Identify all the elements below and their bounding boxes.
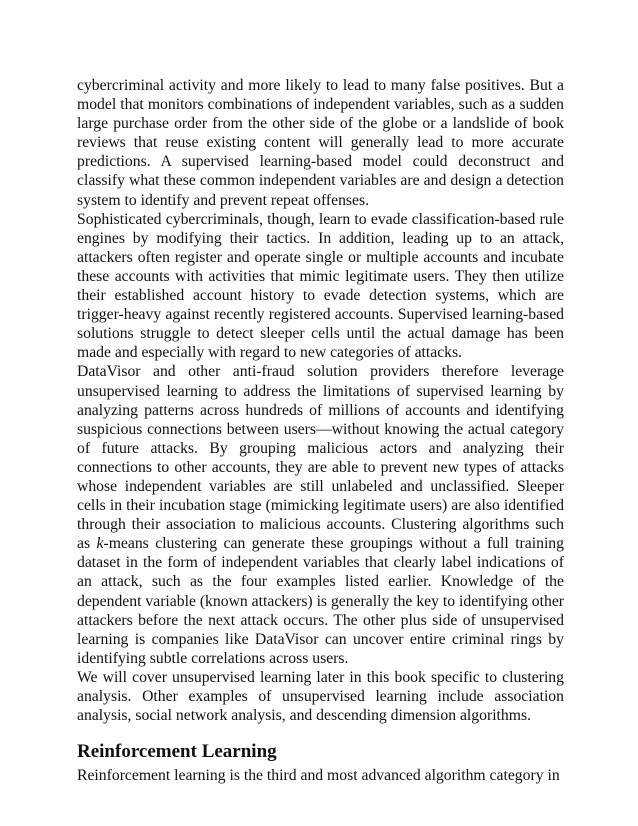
paragraph-2: Sophisticated cybercriminals, though, learn to evade classification-based rule engines by modifying their tactics. In addition, leading up to an attack, attackers often register and operate single or multiple accounts and incubate these accounts with activities that mimic legitimate users. They then utilize their established account history to evade detection systems, which are trigger-heavy against recently registered accounts. Supervised learning-based solutions struggle to detect sleeper cells until the actual damage has been made and especially with regard to new categories of attacks.: [77, 210, 564, 362]
document-page: [77, 76, 564, 785]
paragraph-5: Reinforcement learning is the third and most advanced algorithm category in: [77, 767, 560, 785]
paragraph-4: We will cover unsupervised learning later in this book specific to clustering analysis. Other examples of unsupervised learning include association analysis, social network analysis, and descending dimension algorithms.: [77, 668, 564, 725]
paragraph-3-text-a: DataVisor and other anti-fraud solution providers therefore leverage unsupervised learning to address the limitations of supervised learning by analyzing patterns across hundreds of millions of accounts and identifying suspicious connections between users—without knowing the actual category of future attacks. By grouping malicious actors and analyzing their connections to other accounts, they are able to prevent new types of attacks whose independent variables are still unlabeled and unclassified. Sleeper cells in their incubation stage (mimicking legitimate users) are also identified through their association to malicious accounts. Clustering algorithms such as: [77, 363, 564, 553]
section-heading: Reinforcement Learning: [77, 741, 277, 763]
paragraph-3: [77, 362, 564, 668]
paragraph-3-text-b: -means clustering can generate these groupings without a full training dataset in the form of independent variables that clearly label indications of an attack, such as the four examples listed earlier. Knowledge of the dependent variable (known attackers) is generally the key to identifying other attackers before the next attack occurs. The other plus side of unsupervised learning is companies like DataVisor can uncover entire criminal rings by identifying subtle correlations across users.: [77, 535, 565, 667]
kmeans-k-italic: k: [96, 535, 104, 553]
paragraph-1: cybercriminal activity and more likely to lead to many false positives. But a model that monitors combinations of independent variables, such as a sudden large purchase order from the other side of the globe or a landslide of book reviews that reuse existing content will generally lead to more accurate predictions. A supervised learning-based model could deconstruct and classify what these common independent variables are and design a detection system to identify and prevent repeat offenses.: [77, 77, 564, 209]
